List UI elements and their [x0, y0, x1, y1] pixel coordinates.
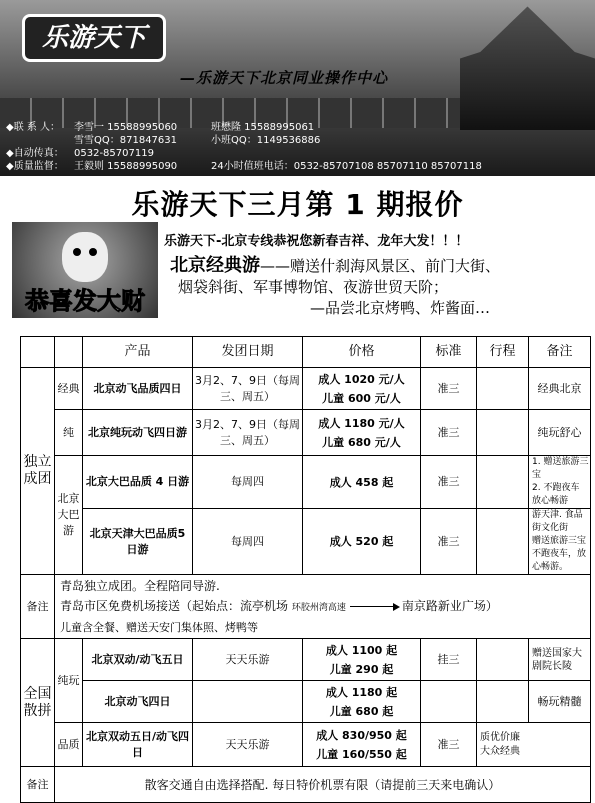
contact-value: 班懋隆 15588995061	[211, 122, 315, 133]
remark-label: 备注	[21, 575, 55, 639]
remark-text: 青岛独立成团。全程陪同导游.	[60, 578, 220, 593]
subgroup-label: 纯	[55, 410, 83, 456]
adult-price: 成人 458 起	[303, 456, 421, 509]
product-name: 北京双动/动飞五日	[83, 639, 193, 681]
column-header: 价格	[303, 337, 421, 368]
brand-logo: 乐游天下	[22, 14, 166, 62]
arrow-right-icon	[350, 606, 398, 607]
adult-price: 成人 520 起	[303, 509, 421, 575]
table-row	[21, 509, 591, 575]
tower-image	[460, 0, 595, 130]
child-price: 儿童 680 元/人	[322, 435, 401, 449]
contact-label: ◆联 系 人：	[6, 122, 61, 133]
contact-value: 0532-85707119	[74, 148, 154, 159]
greeting-image-text: 恭喜发大财	[25, 287, 145, 315]
column-header: 标准	[421, 337, 477, 368]
contact-row	[6, 147, 595, 160]
table-row	[21, 368, 591, 410]
table-row	[21, 639, 591, 681]
remark-text: 儿童含全餐、赠送天安门集体照、烤鸭等	[60, 620, 258, 634]
header-slogan: —乐游天下北京同业操作中心	[180, 69, 389, 87]
contact-label: ◆自动传真：	[6, 148, 64, 159]
contact-label: ◆质量监督：	[6, 161, 64, 172]
footer-label: 备注	[21, 767, 55, 803]
remark-row	[21, 575, 591, 639]
child-price: 儿童 160/550 起	[316, 747, 407, 761]
price-cell	[303, 723, 421, 767]
group-label: 全国散拼	[21, 639, 55, 767]
remark: 畅玩精髓	[529, 681, 591, 723]
price-cell	[303, 368, 421, 410]
product-name: 北京动飞品质四日	[83, 368, 193, 410]
page-title: 乐游天下三月第 1 期报价	[131, 188, 464, 221]
subgroup-label: 品质	[55, 723, 83, 767]
product-name: 北京纯玩动飞四日游	[83, 410, 193, 456]
dragon-mascot-icon	[62, 232, 108, 282]
table-row	[21, 456, 591, 509]
intro-text: ——赠送什刹海风景区、前门大街、	[260, 257, 501, 275]
departure-date: 天天乐游	[193, 639, 303, 681]
price-cell	[303, 410, 421, 456]
subgroup-label: 纯玩	[55, 639, 83, 723]
route-label: 环胶州湾高速	[291, 602, 346, 613]
remark: 经典北京	[529, 368, 591, 410]
group-label: 独立成团	[21, 368, 55, 575]
adult-price: 成人 1180 起	[325, 685, 398, 699]
greeting-image	[12, 222, 158, 318]
standard: 准三	[421, 509, 477, 575]
subgroup-label: 北京大巴游	[55, 456, 83, 575]
departure-date: 3月2、7、9日（每周三、周五）	[193, 368, 303, 410]
remark-text: 青岛市区免费机场接送（起始点：流亭机场	[60, 598, 289, 613]
remark: 1. 赠送旅游三宝 2. 不跑夜车 放心畅游	[529, 456, 591, 509]
price-cell	[303, 681, 421, 723]
product-name: 北京天津大巴品质5 日游	[83, 509, 193, 575]
intro-greeting: 乐游天下-北京专线恭祝您新春吉祥、龙年大发！！！	[164, 234, 469, 249]
departure-date: 3月2、7、9日（每周三、周五）	[193, 410, 303, 456]
contact-value: 李雪一 15588995060	[74, 122, 178, 133]
column-header: 行程	[477, 337, 529, 368]
contact-value: 王毅则 15588995090	[74, 161, 178, 172]
departure-date: 天天乐游	[193, 723, 303, 767]
contact-row	[6, 134, 595, 147]
table-row	[21, 410, 591, 456]
intro-text: —品尝北京烤鸭、炸酱面…	[310, 299, 491, 317]
table-row	[21, 681, 591, 723]
product-name: 北京动飞四日	[83, 681, 193, 723]
itinerary	[477, 368, 529, 410]
departure-date	[193, 681, 303, 723]
adult-price: 成人 1180 元/人	[318, 416, 405, 430]
departure-date: 每周四	[193, 456, 303, 509]
standard: 准三	[421, 723, 477, 767]
itinerary	[477, 410, 529, 456]
remark-content	[55, 575, 591, 639]
footer-note: 散客交通自由选择搭配. 每日特价机票有限（请提前三天来电确认）	[55, 767, 591, 803]
standard: 准三	[421, 456, 477, 509]
column-header: 发团日期	[193, 337, 303, 368]
product-name: 北京大巴品质 4 日游	[83, 456, 193, 509]
intro-description	[170, 255, 580, 319]
itinerary	[477, 509, 529, 575]
column-header: 产品	[83, 337, 193, 368]
remark: 赠送国家大剧院长陵	[529, 639, 591, 681]
remark-text: 南京路新业广场）	[401, 598, 498, 613]
child-price: 儿童 600 元/人	[322, 391, 401, 405]
product-name: 北京双动五日/动飞四日	[83, 723, 193, 767]
table-row	[21, 723, 591, 767]
contact-info	[6, 121, 595, 173]
remark: 游天津. 食品街文化街 赠送旅游三宝 不跑夜车，放心畅游。	[529, 509, 591, 575]
itinerary	[477, 456, 529, 509]
child-price: 儿童 290 起	[329, 662, 394, 676]
subgroup-label: 经典	[55, 368, 83, 410]
table-header-row	[21, 337, 591, 368]
standard	[421, 681, 477, 723]
standard: 挂三	[421, 639, 477, 681]
adult-price: 成人 830/950 起	[316, 728, 407, 742]
contact-value: 雪雪QQ：871847631	[74, 135, 178, 146]
intro-highlight: 北京经典游	[170, 255, 260, 276]
footer-row	[21, 767, 591, 803]
contact-row	[6, 121, 595, 134]
adult-price: 成人 1100 起	[325, 643, 398, 657]
header-banner	[0, 0, 595, 176]
contact-value: 24小时值班电话：0532-85707108 85707110 85707118	[211, 161, 482, 172]
departure-date: 每周四	[193, 509, 303, 575]
contact-value: 小班QQ：1149536886	[211, 135, 321, 146]
price-cell	[303, 639, 421, 681]
price-table	[20, 336, 591, 803]
adult-price: 成人 1020 元/人	[318, 372, 405, 386]
standard: 准三	[421, 410, 477, 456]
column-header: 备注	[529, 337, 591, 368]
standard: 准三	[421, 368, 477, 410]
contact-row	[6, 160, 595, 173]
child-price: 儿童 680 起	[329, 704, 394, 718]
intro-text: 烟袋斜街、军事博物馆、夜游世贸天阶；	[178, 278, 449, 296]
remark: 质优价廉 大众经典	[477, 723, 591, 767]
remark: 纯玩舒心	[529, 410, 591, 456]
